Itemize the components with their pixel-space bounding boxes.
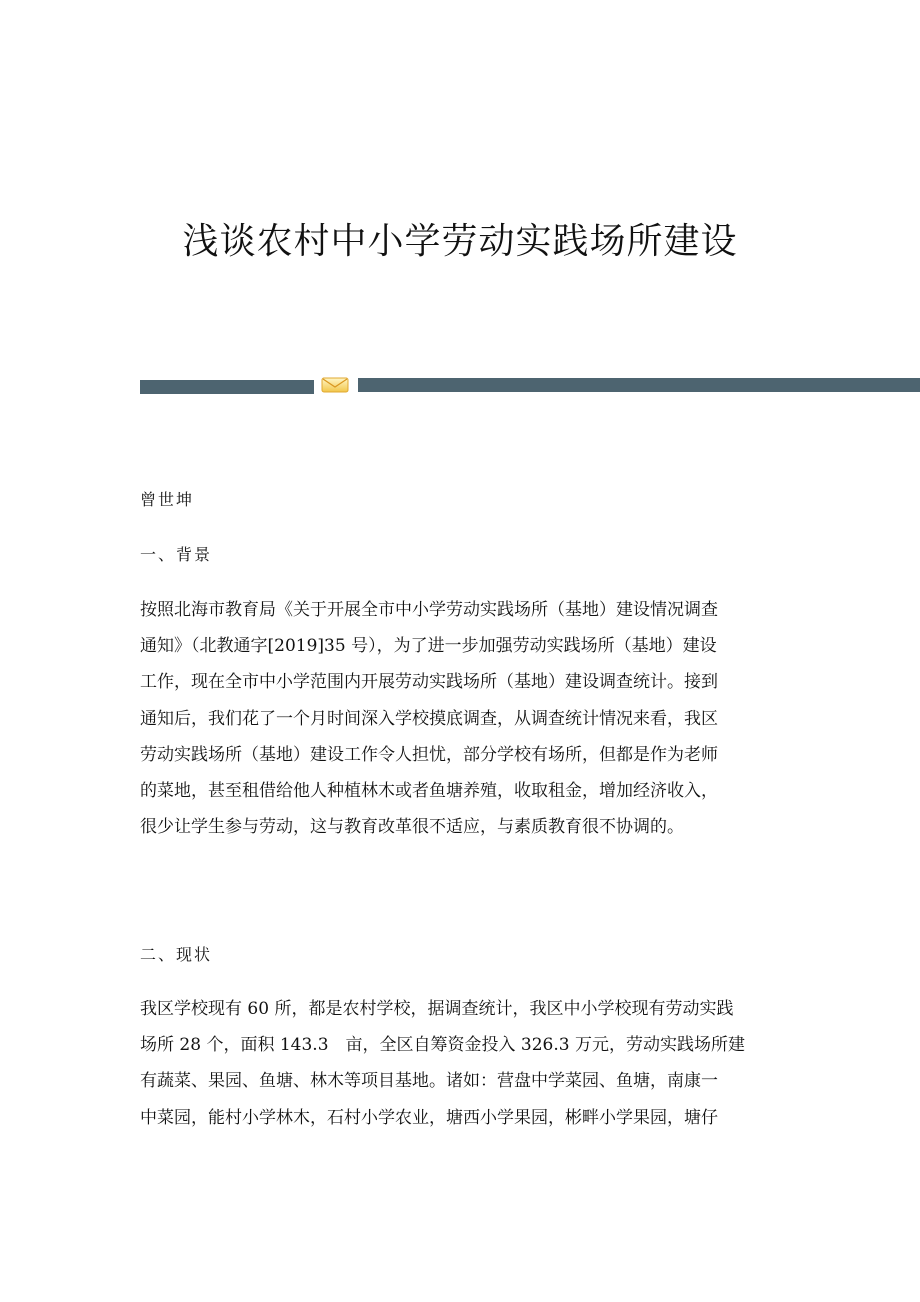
paragraph-line: 场所 28 个，面积 143.3 亩，全区自筹资金投入 326.3 万元，劳动实践场所建 bbox=[140, 1035, 745, 1056]
paragraph-line: 按照北海市教育局《关于开展全市中小学劳动实践场所（基地）建设情况调查 bbox=[140, 600, 718, 620]
paragraph-line: 有蔬菜、果园、鱼塘、林木等项目基地。诸如：营盘中学菜园、鱼塘，南康一 bbox=[140, 1071, 718, 1092]
section-heading-background: 一、背景 bbox=[140, 545, 213, 564]
author-name: 曾世坤 bbox=[140, 490, 195, 509]
title-divider bbox=[0, 373, 920, 399]
paragraph-background bbox=[140, 592, 800, 845]
paragraph-line: 通知》（北教通字[2019]35 号），为了进一步加强劳动实践场所（基地）建设 bbox=[140, 636, 717, 657]
paragraph-line: 劳动实践场所（基地）建设工作令人担忧，部分学校有场所，但都是作为老师 bbox=[140, 744, 718, 765]
paragraph-line: 很少让学生参与劳动，这与教育改革很不适应，与素质教育很不协调的。 bbox=[140, 817, 684, 838]
paragraph-line: 中菜园，能村小学林木，石村小学农业，塘西小学果园，彬畔小学果园，塘仔 bbox=[140, 1107, 718, 1128]
envelope-icon bbox=[320, 375, 350, 395]
paragraph-line: 的菜地，甚至租借给他人种植林木或者鱼塘养殖，收取租金，增加经济收入， bbox=[140, 781, 718, 802]
divider-bar-left bbox=[140, 380, 314, 394]
document-title: 浅谈农村中小学劳动实践场所建设 bbox=[182, 221, 738, 262]
paragraph-line: 工作，现在全市中小学范围内开展劳动实践场所（基地）建设调查统计。接到 bbox=[140, 672, 718, 693]
paragraph-line: 通知后，我们花了一个月时间深入学校摸底调查，从调查统计情况来看，我区 bbox=[140, 708, 718, 729]
paragraph-line: 我区学校现有 60 所，都是农村学校，据调查统计，我区中小学校现有劳动实践 bbox=[140, 999, 734, 1019]
paragraph-current-status bbox=[140, 991, 800, 1136]
divider-bar-right bbox=[358, 378, 920, 392]
section-heading-current-status: 二、现状 bbox=[140, 945, 213, 964]
